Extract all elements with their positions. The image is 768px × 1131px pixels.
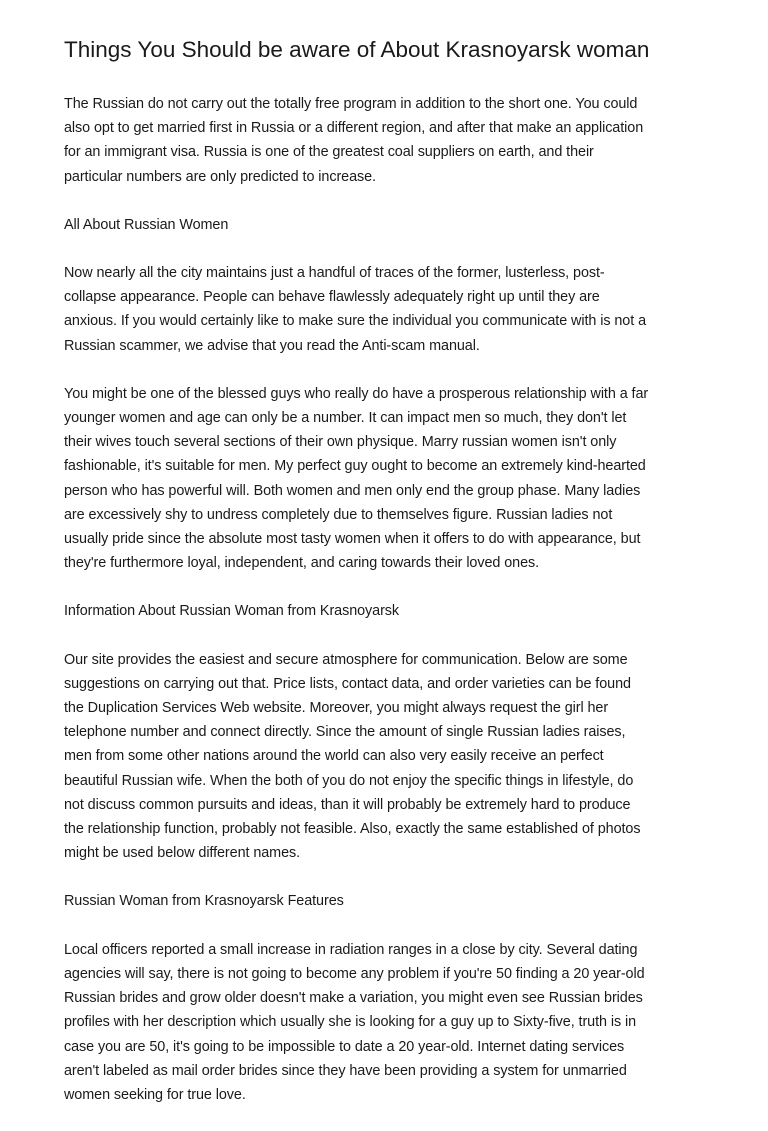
section-heading	[64, 889, 724, 913]
text-line: profiles with her description which usually she is looking for a guy up to Sixty-five, truth is in	[64, 1014, 637, 1031]
text-line: particular numbers are only predicted to increase.	[64, 168, 376, 185]
text-line: are excessively shy to undress completely due to themselves figure. Russian ladies not	[64, 506, 613, 523]
text-line: case you are 50, it's going to be impossible to date a 20 year-old. Internet dating services	[64, 1038, 625, 1055]
section-heading	[64, 213, 724, 237]
text-line: the relationship function, probably not feasible. Also, exactly the same established of photos	[64, 821, 641, 838]
text-line: beautiful Russian wife. When the both of you do not enjoy the specific things in lifestyle, do	[64, 772, 634, 789]
text-line: their wives touch several sections of their own physique. Marry russian women isn't only	[64, 434, 617, 451]
text-line: person who has powerful will. Both women and men only end the group phase. Many ladies	[64, 482, 641, 499]
intro-paragraph	[64, 92, 724, 189]
heading-text: Information About Russian Woman from Krasnoyarsk	[64, 603, 400, 620]
body-paragraph	[64, 382, 724, 576]
document-title: Things You Should be aware of About Krasnoyarsk woman	[64, 37, 650, 62]
text-line: Now nearly all the city maintains just a handful of traces of the former, lusterless, post-	[64, 265, 605, 282]
text-line: agencies will say, there is not going to become any problem if you're 50 finding a 20 year-old	[64, 965, 645, 982]
text-line: aren't labeled as mail order brides since they have been providing a system for unmarried	[64, 1062, 627, 1079]
text-line: suggestions on carrying out that. Price lists, contact data, and order varieties can be found	[64, 675, 631, 692]
text-line: You might be one of the blessed guys who really do have a prosperous relationship with a far	[64, 385, 649, 402]
section-heading	[64, 599, 724, 623]
body-paragraph	[64, 261, 724, 358]
body-paragraph	[64, 938, 724, 1107]
heading-text: Russian Woman from Krasnoyarsk Features	[64, 893, 344, 910]
text-line: anxious. If you would certainly like to make sure the individual you communicate with is not a	[64, 313, 646, 330]
body-paragraph	[64, 648, 724, 866]
text-line: fashionable, it's suitable for men. My perfect guy ought to become an extremely kind-hearted	[64, 458, 646, 475]
text-line: the Duplication Services Web website. Moreover, you might always request the girl her	[64, 700, 609, 717]
document-page	[64, 36, 724, 1131]
text-line: Russian scammer, we advise that you read the Anti-scam manual.	[64, 337, 480, 354]
text-line: men from some other nations around the world can also very easily receive an perfect	[64, 748, 604, 765]
text-line: usually pride since the absolute most tasty women when it offers to do with appearance, but	[64, 531, 641, 548]
heading-text: All About Russian Women	[64, 216, 229, 233]
text-line: they're furthermore loyal, independent, and caring towards their loved ones.	[64, 555, 540, 572]
text-line: Local officers reported a small increase in radiation ranges in a close by city. Several dating	[64, 941, 638, 958]
text-line: also opt to get married first in Russia or a different region, and after that make an application	[64, 120, 644, 137]
text-line: The Russian do not carry out the totally free program in addition to the short one. You could	[64, 96, 638, 112]
text-line: not discuss common pursuits and ideas, than it will probably be extremely hard to produce	[64, 796, 631, 813]
text-line: Our site provides the easiest and secure atmosphere for communication. Below are some	[64, 651, 628, 668]
text-line: might be used below different names.	[64, 845, 301, 862]
text-line: for an immigrant visa. Russia is one of the greatest coal suppliers on earth, and their	[64, 144, 594, 161]
text-line: women seeking for true love.	[64, 1086, 246, 1103]
text-line: telephone number and connect directly. Since the amount of single Russian ladies raises,	[64, 724, 626, 741]
text-line: Russian brides and grow older doesn't make a variation, you might even see Russian brides	[64, 990, 643, 1007]
text-line: younger women and age can only be a number. It can impact men so much, they don't let	[64, 410, 627, 427]
text-line: collapse appearance. People can behave flawlessly adequately right up until they are	[64, 289, 600, 306]
